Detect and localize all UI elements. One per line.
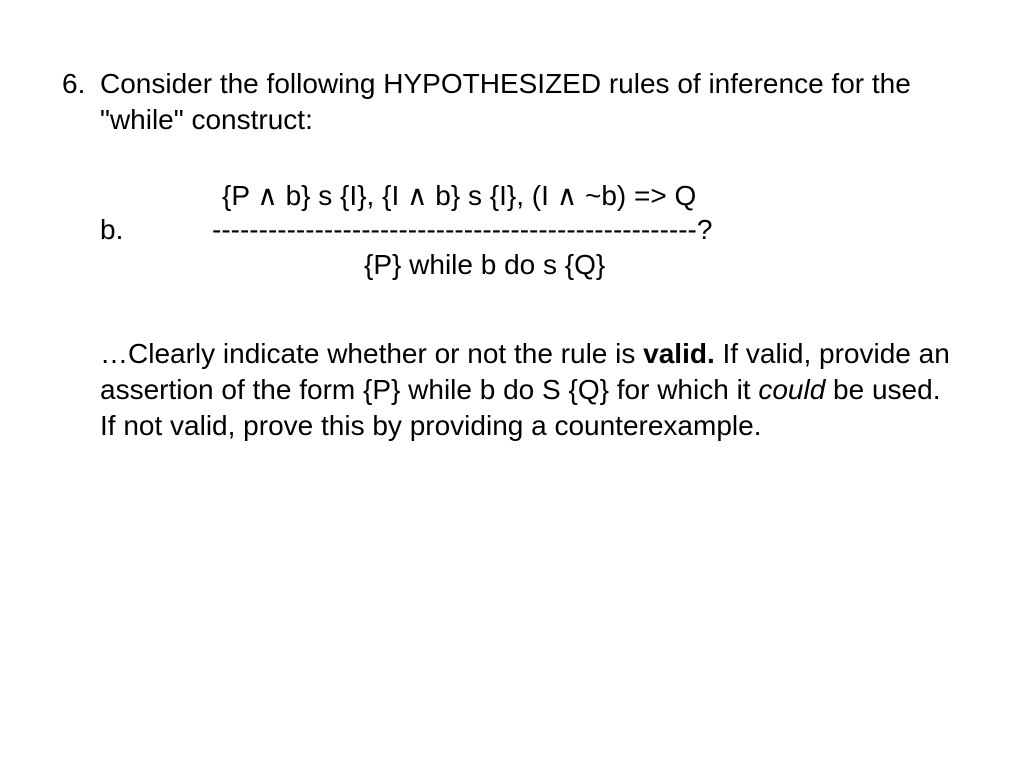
valid-emphasis: valid. bbox=[643, 338, 715, 369]
could-emphasis: could bbox=[758, 374, 826, 405]
instructions-tail: be used. If not valid, prove this by providing a counterexample. bbox=[100, 374, 941, 441]
instructions-middle: If valid, provide an assertion of the form {P} while b do S {Q} for which it bbox=[100, 338, 950, 405]
rule-premise: {P ∧ b} s {I}, {I ∧ b} s {I}, (I ∧ ~b) => Q bbox=[222, 180, 697, 211]
question-intro: Consider the following HYPOTHESIZED rules of inference for the "while" construct: bbox=[100, 68, 911, 135]
rule-inference-line: ----------------------------------------------------? bbox=[212, 214, 713, 245]
question-number: 6. bbox=[62, 68, 86, 99]
instructions-lead: …Clearly indicate whether or not the rule is bbox=[100, 338, 644, 369]
rule-conclusion: {P} while b do s {Q} bbox=[364, 249, 606, 280]
instructions-paragraph bbox=[100, 336, 960, 444]
rule-part-label: b. bbox=[100, 214, 124, 245]
